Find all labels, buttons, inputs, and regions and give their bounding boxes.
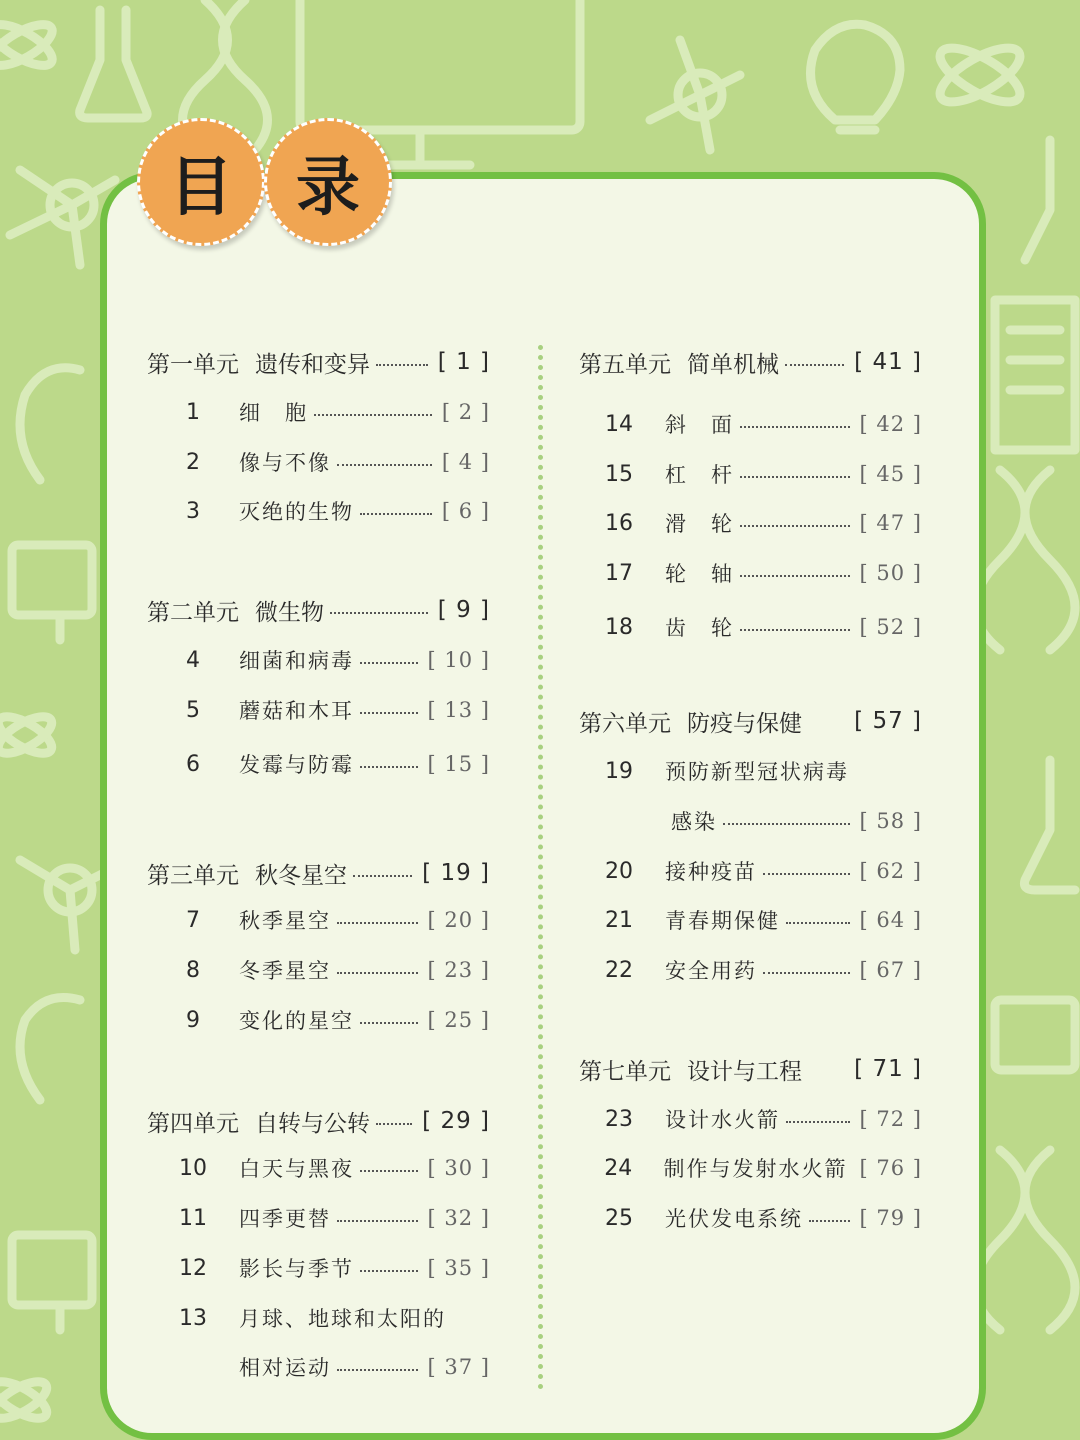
toc-lesson-20[interactable] <box>599 851 922 891</box>
unit-label: 第二单元 <box>147 599 239 626</box>
unit-label: 第五单元 <box>579 351 671 378</box>
lesson-title: 齿 轮 <box>665 616 734 640</box>
page-number: [ 67 ] <box>859 958 922 982</box>
toc-lesson-11[interactable] <box>173 1198 490 1238</box>
lesson-title: 秋季星空 <box>239 909 331 933</box>
page-number: [ 79 ] <box>859 1206 922 1230</box>
page-number: [ 76 ] <box>859 1156 922 1180</box>
leader-dots <box>740 476 850 478</box>
lesson-title: 光伏发电系统 <box>665 1207 803 1231</box>
lesson-title: 青春期保健 <box>665 909 780 933</box>
toc-lesson-6[interactable] <box>173 744 490 784</box>
leader-dots <box>337 1220 418 1222</box>
lesson-title: 斜 面 <box>665 413 734 437</box>
leader-dots <box>360 662 418 664</box>
toc-unit-2[interactable] <box>147 590 490 630</box>
lesson-number: 6 <box>186 751 200 777</box>
leader-spacer <box>852 1167 856 1169</box>
toc-lesson-25[interactable] <box>599 1198 922 1238</box>
lesson-number: 25 <box>605 1205 633 1231</box>
leader-dots <box>785 364 844 366</box>
unit-label: 第六单元 <box>579 710 671 737</box>
lesson-title: 轮 轴 <box>665 562 734 586</box>
unit-name: 微生物 <box>255 599 324 626</box>
dna-icon <box>975 1150 1075 1330</box>
lesson-number: 11 <box>179 1205 207 1231</box>
toc-unit-4[interactable] <box>147 1101 490 1141</box>
toc-lesson-2[interactable] <box>173 442 490 482</box>
page-number: [ 41 ] <box>854 349 922 375</box>
toc-lesson-16[interactable] <box>599 503 922 543</box>
page-number: [ 10 ] <box>427 648 490 672</box>
unit-label: 第七单元 <box>579 1058 671 1085</box>
page-number: [ 2 ] <box>441 400 490 424</box>
page-number: [ 64 ] <box>859 908 922 932</box>
atom-icon <box>0 710 57 761</box>
page-number: [ 62 ] <box>859 859 922 883</box>
toc-lesson-10[interactable] <box>173 1148 490 1188</box>
toc-lesson-19-cont[interactable] <box>671 801 922 841</box>
lesson-number: 7 <box>186 907 200 933</box>
page-number: [ 20 ] <box>427 908 490 932</box>
unit-label: 第四单元 <box>147 1110 239 1137</box>
toc-lesson-1[interactable] <box>173 392 490 432</box>
leader-dots <box>740 575 850 577</box>
lesson-number: 5 <box>186 697 200 723</box>
leader-spacer <box>808 723 844 725</box>
toc-lesson-9[interactable] <box>173 1000 490 1040</box>
lesson-number: 10 <box>179 1155 207 1181</box>
lesson-number: 14 <box>605 411 633 437</box>
leader-spacer <box>808 1071 844 1073</box>
leader-dots <box>786 1121 850 1123</box>
page-number: [ 9 ] <box>437 597 490 623</box>
page-number: [ 52 ] <box>859 615 922 639</box>
lesson-number: 21 <box>605 907 633 933</box>
toc-lesson-21[interactable] <box>599 900 922 940</box>
page-number: [ 4 ] <box>441 450 490 474</box>
unit-label: 第三单元 <box>147 862 239 889</box>
computer-monitor-icon <box>995 1000 1075 1070</box>
page-number: [ 23 ] <box>427 958 490 982</box>
leader-dots <box>376 1123 412 1125</box>
leader-dots <box>360 712 418 714</box>
lesson-title: 灭绝的生物 <box>239 500 354 524</box>
leader-dots <box>360 1170 418 1172</box>
lightbulb-icon <box>20 998 80 1101</box>
lesson-title: 接种疫苗 <box>665 860 757 884</box>
lesson-number: 19 <box>605 758 633 784</box>
leader-dots <box>809 1220 850 1222</box>
leader-dots <box>337 972 418 974</box>
unit-name: 遗传和变异 <box>255 351 370 378</box>
leader-dots <box>740 426 850 428</box>
lesson-title: 预防新型冠状病毒 <box>665 760 849 784</box>
lesson-number: 15 <box>605 461 633 487</box>
unit-name: 设计与工程 <box>687 1058 802 1085</box>
computer-monitor-icon <box>12 1235 92 1330</box>
toc-lesson-13[interactable] <box>173 1298 490 1338</box>
lesson-title: 细 胞 <box>239 401 308 425</box>
lesson-number: 24 <box>604 1155 633 1181</box>
lesson-title: 制作与发射水火箭 <box>663 1157 848 1181</box>
leader-dots <box>763 873 850 875</box>
lesson-title: 滑 轮 <box>665 512 734 536</box>
lesson-number: 3 <box>186 498 200 524</box>
lesson-title: 安全用药 <box>665 959 757 983</box>
toc-unit-7[interactable] <box>579 1049 922 1089</box>
toc-unit-6[interactable] <box>579 701 922 741</box>
lesson-title-continued: 感染 <box>671 810 717 834</box>
toc-lesson-24[interactable] <box>599 1148 922 1188</box>
toc-lesson-23[interactable] <box>599 1099 922 1139</box>
leader-dots <box>337 464 432 466</box>
toc-lesson-3[interactable] <box>173 491 490 531</box>
page-number: [ 25 ] <box>427 1008 490 1032</box>
flask-icon <box>1025 140 1050 260</box>
flask-icon <box>80 10 147 118</box>
page-number: [ 71 ] <box>854 1056 922 1082</box>
lesson-title: 设计水火箭 <box>665 1108 780 1132</box>
toc-unit-5[interactable] <box>579 342 922 382</box>
toc-lesson-13-cont[interactable] <box>239 1347 490 1387</box>
page-number: [ 42 ] <box>859 412 922 436</box>
lesson-number: 1 <box>186 399 200 425</box>
leader-dots <box>353 875 412 877</box>
unit-name: 简单机械 <box>687 351 779 378</box>
lesson-number: 18 <box>605 614 633 640</box>
lesson-title: 白天与黑夜 <box>239 1157 354 1181</box>
lesson-number: 22 <box>605 957 633 983</box>
lesson-title: 月球、地球和太阳的 <box>239 1307 446 1331</box>
leader-dots <box>337 922 418 924</box>
lesson-number: 8 <box>186 957 200 983</box>
lesson-number: 4 <box>186 647 200 673</box>
page-number: [ 58 ] <box>859 809 922 833</box>
atom-icon <box>0 1375 52 1426</box>
page-number: [ 57 ] <box>854 708 922 734</box>
lesson-title: 影长与季节 <box>239 1257 354 1281</box>
toc-lesson-22[interactable] <box>599 950 922 990</box>
atom-icon <box>933 38 1028 112</box>
leader-dots <box>360 766 418 768</box>
lesson-title: 蘑菇和木耳 <box>239 699 354 723</box>
unit-label: 第一单元 <box>147 351 239 378</box>
toc-lesson-19[interactable] <box>599 751 922 791</box>
page-number: [ 47 ] <box>859 511 922 535</box>
leader-dots <box>786 922 850 924</box>
lightbulb-icon <box>811 24 901 130</box>
toc-unit-3[interactable] <box>147 853 490 893</box>
leader-dots <box>376 364 428 366</box>
page-number: [ 35 ] <box>427 1256 490 1280</box>
toc-lesson-4[interactable] <box>173 640 490 680</box>
page-number: [ 1 ] <box>437 349 490 375</box>
lesson-number: 20 <box>605 858 633 884</box>
unit-name: 秋冬星空 <box>255 862 347 889</box>
leader-dots <box>740 525 850 527</box>
leader-dots <box>337 1369 418 1371</box>
page-number: [ 19 ] <box>422 860 490 886</box>
leader-dots <box>763 972 850 974</box>
title-char-2: 录 <box>264 118 392 246</box>
leader-dots <box>360 1022 418 1024</box>
leader-dots <box>314 414 432 416</box>
flask-icon <box>1024 760 1075 890</box>
title-char-1: 目 <box>137 118 265 246</box>
page-number: [ 72 ] <box>859 1107 922 1131</box>
page-number: [ 29 ] <box>422 1108 490 1134</box>
lesson-title: 像与不像 <box>239 451 331 475</box>
lesson-title: 杠 杆 <box>665 463 734 487</box>
page-number: [ 30 ] <box>427 1156 490 1180</box>
leader-dots <box>330 612 428 614</box>
lesson-number: 16 <box>605 510 633 536</box>
lesson-title: 四季更替 <box>239 1207 331 1231</box>
page-number: [ 50 ] <box>859 561 922 585</box>
molecule-icon <box>20 860 110 950</box>
lesson-number: 17 <box>605 560 633 586</box>
page-number: [ 15 ] <box>427 752 490 776</box>
lightbulb-icon <box>20 368 80 480</box>
page-number: [ 37 ] <box>427 1355 490 1379</box>
page-number: [ 45 ] <box>859 462 922 486</box>
leader-dots <box>740 629 850 631</box>
leader-dots <box>360 1270 418 1272</box>
toc-unit-1[interactable] <box>147 342 490 382</box>
toc-lesson-12[interactable] <box>173 1248 490 1288</box>
toc-lesson-17[interactable] <box>599 553 922 593</box>
toc-lesson-5[interactable] <box>173 690 490 730</box>
lesson-title-continued: 相对运动 <box>239 1356 331 1380</box>
lesson-title: 冬季星空 <box>239 959 331 983</box>
lesson-number: 9 <box>186 1007 200 1033</box>
lesson-number: 23 <box>605 1106 633 1132</box>
page-number: [ 32 ] <box>427 1206 490 1230</box>
leader-dots <box>360 513 432 515</box>
toc-lesson-14[interactable] <box>599 404 922 444</box>
page-number: [ 13 ] <box>427 698 490 722</box>
atom-icon <box>0 17 58 74</box>
lesson-number: 12 <box>179 1255 207 1281</box>
toc-lesson-8[interactable] <box>173 950 490 990</box>
page-number: [ 6 ] <box>441 499 490 523</box>
lesson-title: 细菌和病毒 <box>239 649 354 673</box>
document-icon <box>995 300 1075 450</box>
toc-lesson-18[interactable] <box>599 607 922 647</box>
molecule-icon <box>650 40 740 150</box>
computer-monitor-icon <box>12 545 92 640</box>
lesson-title: 发霉与防霉 <box>239 753 354 777</box>
lesson-title: 变化的星空 <box>239 1009 354 1033</box>
unit-name: 防疫与保健 <box>687 710 802 737</box>
lesson-number: 2 <box>186 449 200 475</box>
unit-name: 自转与公转 <box>255 1110 370 1137</box>
column-divider <box>538 345 543 1390</box>
dna-icon <box>975 470 1075 650</box>
lesson-number: 13 <box>179 1305 207 1331</box>
leader-dots <box>723 823 850 825</box>
toc-lesson-7[interactable] <box>173 900 490 940</box>
toc-lesson-15[interactable] <box>599 454 922 494</box>
